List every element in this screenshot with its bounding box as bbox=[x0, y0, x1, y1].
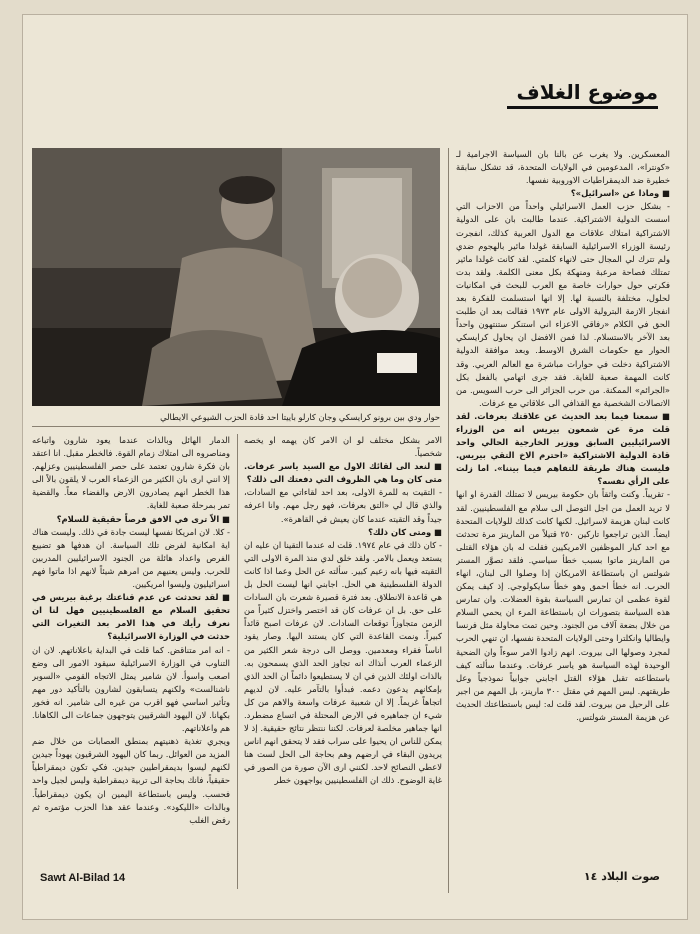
paragraph: - تقريباً. وكنت واثقاً بان حكومة بيريس لا تمتلك القدرة او انها لا تريد العمل من اجل التوصل الى سلام مع الفلسطينيين. لقد كانت لبنان هزيمة لاسرائيل. لكنها كانت كذلك للولايات المتحدة ايضاً. الذين تراجعوا تاركين ٢٥٠ قتيلاً من المارينز مرة تحدثت مع احد كبار الموظفين الامريكيين فقلت له بان هؤلاء القتلى من المارينز ماتوا بسبب خطأ سياسي. فلقد تصوَّر المستر شولتس ان باستطاعة الامريكان إذا وصلوا الى لبنان، انهاء الحرب. انه خطأ احمق وهو خطأ سايكولوجي. إذ كيف يمكن لقوة عظمى ان تمارس السياسة بقوة العضلات. وان تمارس هذه السياسة بتصورات ان باستطاعة المرء ان يحمي السلام من خلال بضعة آلاف من الجنود. وحين تمت محاولة مثل فرنسا وايطاليا وانكلترا وحتى الولايات المتحدة نفسها، ان تنهي الحرب لمجرد وصولها الى بيروت. انهم زادوا الامر سوءاً وان الضحية الوحيدة لهذه السياسة هو ياسر عرفات. وعندما سألته كيف باستطاعته تقبل هؤلاء القتل اجابني جوابياً نموذجياً وعل طريقتهم. ليس المهم في مقتل ٣٠٠ مارينز، بل المهم من اجبر على الرحيل من بيروت. لقد قلت له: ليس باستطاعتك الحديث عن هزيمة المستر شولتس. bbox=[456, 489, 670, 723]
paragraph: - بشكل حزب العمل الاسرائيلي واحداً من الاحزاب التي اسست الدولية الاشتراكية. عندما طالبت بان على الدولية الاشتراكية امتلاك علاقات مع الدول العربية كذلك، انفجرت رئيسة الوزراء الاسرائيلية السابقة غولدا مائير بالهجوم ضدي ولم تترك لي المجال حتى لانهاء كلمتي. لقد كانت غولدا مائير تمتلك فصاحة مرعبة ومنهكة بكل معنى الكلمة. ولقد بدت فكرتي حول حوارات خاصة مع العرب للبحث في امكانيات لحلول، مختلفة بالنسبة لها. إلا انها استسلمت للفكرة بعد انفجار الازمة البترولية الاولى عام ١٩٧٣ فقالت بعد ان طلبت الحق في الكلام «رفاقي الاعزاء اني استنكر ستنتهون واحداً بعد الآخر بالاستسلام. لذا فمن الافضل ان يحاول كرايسكي الحوار مع حكومات الشرق الاوسط. وبعد موافقة الدولية الاشتراكية دخلت في حوارات مباشرة مع العالم العربي. وقد كانت المهمة صعبة للغاية. فقد جرى اتهامي بالفعل بكل «الجرائم» الممكنة. من حرب الجزائر الى حرب السويس. من الاتصالات الشخصية مع القذافي الى علاقاتي مع عرفات. bbox=[456, 201, 670, 408]
paragraph: ويجري تغذية ذهنيتهم بمنطق العصابات من خلال ضم المزيد من العوائل. ربما كان اليهود الشرقيون يهوداً جيدين لكنهم ليسوا بديمقراطيين جيدين. فكي تكون ديمقراطياً حقيقياً، فانك بحاجة الى تربية ديمقراطية وليس لجيل واحد فحسب. وليس باستطاعة اليمين ان يكون ديمقراطياً. وبالذات «الليكود». وعندما عقد هذا الحزب مؤتمره ثم رفض الغلب bbox=[32, 736, 230, 825]
interview-question: ■ ومتى كان ذلك؟ bbox=[368, 526, 442, 537]
interview-question: ■ لنعد الى لقائك الاول مع السيد ياسر عرفات. متى كان وما هي الظروف التي دفعتك الى ذلك؟ bbox=[244, 461, 442, 485]
article-photo bbox=[32, 148, 440, 406]
interview-question: ■ وماذا عن «اسرائيل»؟ bbox=[570, 188, 670, 199]
paragraph: - كلا. لان امريكا نفسها ليست جادة في ذلك. وليست هناك اية امكانية لفرض تلك السياسة. ان هدفها هو تضييع الفرص واعداد هائلة من الجنود الاسرائيليين المدربين للحرب. وليس يعنيهم من امرهم شيئاً لانهم اذا ماتوا فهم اسرائيليون وليسوا امريكيين. bbox=[32, 526, 230, 590]
photo-caption: حوار ودي بين برونو كرايسكي وجان كارلو باييتا احد قادة الحزب الشيوعي الايطالي bbox=[32, 408, 440, 427]
paragraph: - انه امر متناقض. كما قلت في البداية باعلاناتهم. لان ان التناوب في الوزارة الاسرائيلية سيقود الامور الى وضع اصعب واسوأ. لان شامير يمثل الاتجاه القومي «السوبر ناشنالست» ولكنهم يتسابقون لشارون بالتأكيد دور مهم وتأثير اساسي فهو اقرب من غيره الى شامير. انه فخور بكهانا. لان اليهود الشرقيين يتوجهون جماعات الى الكاهانا. هم واعلاناتهم. bbox=[32, 644, 230, 734]
interview-question: ■ الاّ ترى في الافق فرصاً حقيقية للسلام؟ bbox=[56, 513, 230, 524]
section-header: موضوع الغلاف bbox=[507, 80, 658, 109]
paragraph: المعسكرين. ولا يغرب عن بالنا بان السياسة الاجرامية لـ «كونترا»، المدعومين في الولايات المتحدة، قد تشكل سابقة خطيرة ضد الديمقراطيات الاوروبية نفسها. bbox=[456, 149, 670, 186]
column-divider bbox=[448, 148, 449, 893]
column-left bbox=[32, 434, 230, 889]
column-divider bbox=[237, 434, 238, 889]
paragraph: الدمار الهائل وبالذات عندما يعود شارون واتباعه ومناصروه الى امتلاك زمام القوة. فالخطر مقبل. انا اعتقد بان فكرة شارون تعتمد على حصر الفلسطينيين وعزلهم. إلا انني ارى بان الكثير من الزعماء العرب لا يلقون بالاً الى هذا الخطر انهم يصادرون الارض والفضاء معاً. والقضية تمر بمرحلة صعبة للغاية. bbox=[32, 435, 230, 511]
paragraph: - التقيت به للمرة الاولى، بعد احد لقاءاتي مع السادات، والذي قال لي «التق بعرفات، فهو رجل مهم. وانا اعرفه جيداً وقد التقيته عندما كان يعيش في القاهرة». bbox=[244, 487, 442, 524]
footer-publication: Sawt Al-Bilad 14 bbox=[40, 872, 126, 884]
footer-page-number: صوت البلاد ١٤ bbox=[583, 870, 660, 883]
column-middle bbox=[244, 434, 442, 889]
interview-question: ■ لقد تحدثت عن عدم قناعتك برغبة بيريس في تحقيق السلام مع الفلسطينيين فهل لنا ان نعرف رأيك في هذا الامر بعد التغيرات التي حدثت في الوزارة الاسرائيلية؟ bbox=[32, 592, 230, 642]
photo-illustration bbox=[32, 148, 440, 406]
paragraph: - كان ذلك في عام ١٩٧٤. قلت له عندما التقينا ان عليه ان يستعد ويعمل بالامر. ولقد خلق لدي منذ المرة الاولى التي التقيته فيها بانه زعيم كبير. سألته عن الحل وعما اذا كانت الدولة الفلسطينية هي الحل. اجابني انها ليست الحل بل هي قاعدة الانطلاق. بعد فترة قصيرة شعرت بان السادات على حق. بل ان عرفات كان قد اختصر واختزل كثيراً من الزمن متجاوزاً توقعات السادات. لان عرفات اصبح قائداً كبيراً. ونمت القاعدة التي كان يستند اليها. وصار يقود اناساً فقراء ومعدمين. ووصل الى درجة شعر الكثير من الزعماء العرب أنذاك انه تجاوز الحد الذي يسمحون به. بالذات اولئك الذين في ان لا يستطيعوا دائماً ان الحد الذي بإمكانهم يدعون دعمه. فبدأوا بالتآمر عليه. لان لديهم اتجاهاً غريماً. إلا ان شعبية عرفات واسعة والاهم من كل شيء ان جماهيره في الارض المحتلة في اتساع مضطرد. انها جماهير مخلصة لعرفات. لكننا ننتظر نتائج حقيقية. إذ لا يمكن للناس ان يحيوا على سراب فقد لا يتحقق انهم اناس يريدون البقاء في ارضهم وهم بحاجة الى الحل لست هنا لاعطي النصائح لاحد. لكنني ارى الآن صورة من الصور في غاية الوضوح. ذلك ان الفلسطينيين يواجهون خطر bbox=[244, 539, 442, 786]
column-right bbox=[456, 148, 670, 893]
interview-question: ■ سمعنا فيما بعد الحديث عن علاقتك بعرفات. لقد قلت مرة عن شمعون بيريس انه من الوزراء الاسرائيليين السابق ووزير الخارجية الحالي واحد قادة الدولية الاشتراكية «احترم الاخ التقي بيريس. فليست هناك طريقة للتفاهم فيما بيننا». اما زلت على الرأي نفسه؟ bbox=[456, 410, 670, 487]
paragraph: الامر بشكل مختلف لو ان الامر كان يهمه او يخصه شخصياً. bbox=[244, 435, 442, 459]
